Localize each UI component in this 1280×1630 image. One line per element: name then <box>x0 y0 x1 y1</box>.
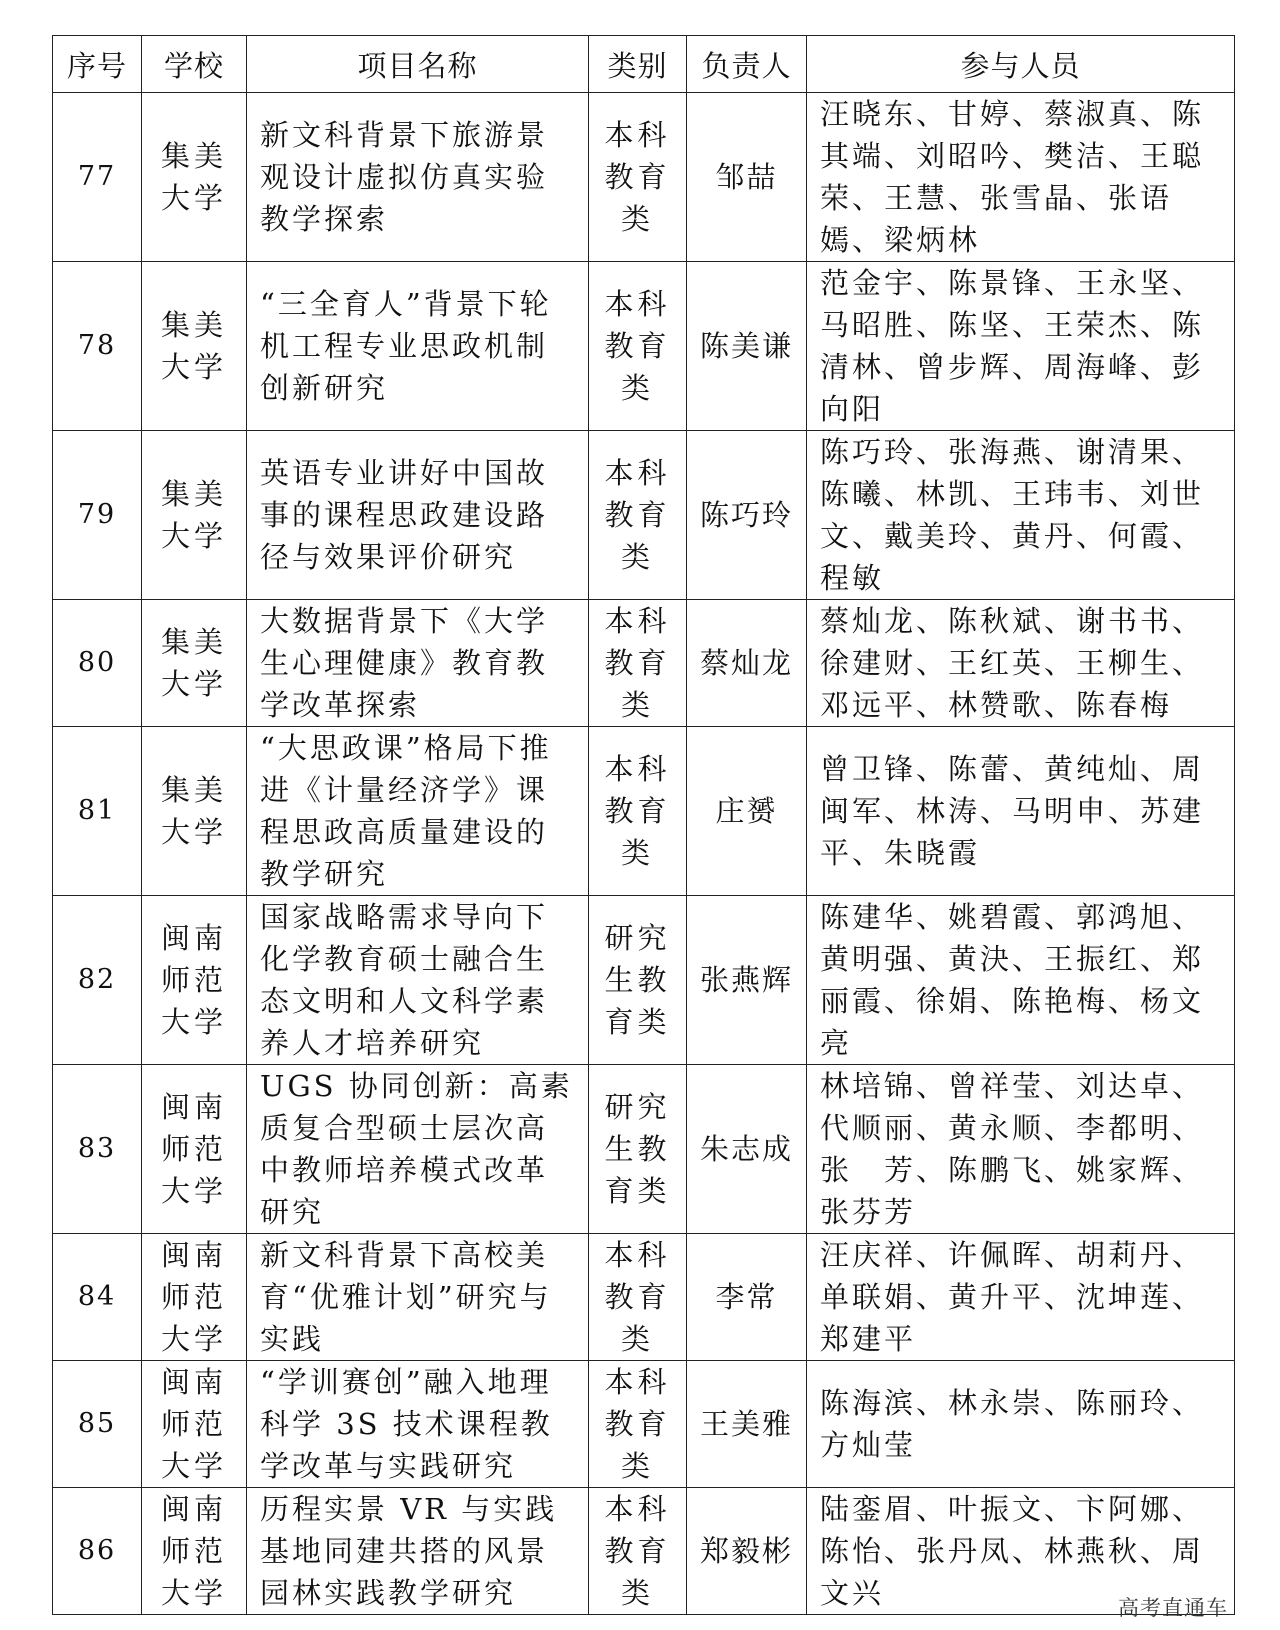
cell-project: “大思政课”格局下推进《计量经济学》课程思政高质量建设的教学研究 <box>247 727 589 896</box>
cell-school: 集美大学 <box>142 600 247 727</box>
project-table <box>52 35 1235 1615</box>
cell-leader: 张燕辉 <box>687 896 807 1065</box>
cell-members: 汪庆祥、许佩晖、胡莉丹、单联娟、黄升平、沈坤莲、郑建平 <box>807 1234 1235 1361</box>
table-body <box>53 93 1235 1615</box>
cell-no: 78 <box>53 262 142 431</box>
cell-project: 新文科背景下旅游景观设计虚拟仿真实验教学探索 <box>247 93 589 262</box>
cell-leader: 蔡灿龙 <box>687 600 807 727</box>
cell-no: 86 <box>53 1488 142 1615</box>
cell-no: 84 <box>53 1234 142 1361</box>
cell-category: 本科教育类 <box>589 93 687 262</box>
cell-leader: 朱志成 <box>687 1065 807 1234</box>
table-row <box>53 1361 1235 1488</box>
header-project: 项目名称 <box>247 36 589 93</box>
cell-category: 本科教育类 <box>589 1361 687 1488</box>
cell-project: “学训赛创”融入地理科学 3S 技术课程教学改革与实践研究 <box>247 1361 589 1488</box>
cell-project: 英语专业讲好中国故事的课程思政建设路径与效果评价研究 <box>247 431 589 600</box>
cell-no: 81 <box>53 727 142 896</box>
table-row <box>53 431 1235 600</box>
header-category: 类别 <box>589 36 687 93</box>
cell-category: 研究生教育类 <box>589 896 687 1065</box>
cell-members: 曾卫锋、陈蕾、黄纯灿、周闽军、林涛、马明申、苏建平、朱晓霞 <box>807 727 1235 896</box>
cell-school: 闽南师范大学 <box>142 1234 247 1361</box>
table-row <box>53 1065 1235 1234</box>
cell-members: 陈建华、姚碧霞、郭鸿旭、黄明强、黄決、王振红、郑丽霞、徐娟、陈艳梅、杨文亮 <box>807 896 1235 1065</box>
cell-no: 83 <box>53 1065 142 1234</box>
cell-category: 本科教育类 <box>589 262 687 431</box>
cell-school: 闽南师范大学 <box>142 896 247 1065</box>
cell-leader: 陈美谦 <box>687 262 807 431</box>
cell-no: 80 <box>53 600 142 727</box>
cell-members: 陆銮眉、叶振文、卞阿娜、陈怡、张丹凤、林燕秋、周文兴 <box>807 1488 1235 1615</box>
cell-no: 85 <box>53 1361 142 1488</box>
cell-members: 陈海滨、林永崇、陈丽玲、方灿莹 <box>807 1361 1235 1488</box>
cell-school: 集美大学 <box>142 431 247 600</box>
cell-project: 新文科背景下高校美育“优雅计划”研究与实践 <box>247 1234 589 1361</box>
cell-members: 蔡灿龙、陈秋斌、谢书书、徐建财、王红英、王柳生、邓远平、林赞歌、陈春梅 <box>807 600 1235 727</box>
watermark-text: 高考直通车 <box>1118 1596 1228 1620</box>
cell-leader: 郑毅彬 <box>687 1488 807 1615</box>
cell-project: “三全育人”背景下轮机工程专业思政机制创新研究 <box>247 262 589 431</box>
cell-school: 闽南师范大学 <box>142 1361 247 1488</box>
cell-members: 范金宇、陈景锋、王永坚、马昭胜、陈坚、王荣杰、陈清林、曾步辉、周海峰、彭向阳 <box>807 262 1235 431</box>
cell-project: UGS 协同创新：高素质复合型硕士层次高中教师培养模式改革研究 <box>247 1065 589 1234</box>
cell-no: 82 <box>53 896 142 1065</box>
cell-school: 集美大学 <box>142 262 247 431</box>
table-row <box>53 727 1235 896</box>
cell-project: 历程实景 VR 与实践基地同建共搭的风景园林实践教学研究 <box>247 1488 589 1615</box>
cell-leader: 李常 <box>687 1234 807 1361</box>
cell-school: 集美大学 <box>142 93 247 262</box>
table-row <box>53 896 1235 1065</box>
cell-leader: 庄赟 <box>687 727 807 896</box>
cell-leader: 王美雅 <box>687 1361 807 1488</box>
header-row <box>53 36 1235 93</box>
cell-members: 汪晓东、甘婷、蔡淑真、陈其端、刘昭吟、樊洁、王聪荣、王慧、张雪晶、张语嫣、梁炳林 <box>807 93 1235 262</box>
table-row <box>53 600 1235 727</box>
cell-leader: 陈巧玲 <box>687 431 807 600</box>
header-no: 序号 <box>53 36 142 93</box>
cell-members: 陈巧玲、张海燕、谢清果、陈曦、林凯、王玮韦、刘世文、戴美玲、黄丹、何霞、程敏 <box>807 431 1235 600</box>
cell-leader: 邹喆 <box>687 93 807 262</box>
cell-category: 本科教育类 <box>589 600 687 727</box>
header-leader: 负责人 <box>687 36 807 93</box>
table-row <box>53 93 1235 262</box>
cell-category: 本科教育类 <box>589 727 687 896</box>
header-members: 参与人员 <box>807 36 1235 93</box>
cell-project: 大数据背景下《大学生心理健康》教育教学改革探索 <box>247 600 589 727</box>
cell-category: 本科教育类 <box>589 1234 687 1361</box>
cell-no: 77 <box>53 93 142 262</box>
table-header <box>53 36 1235 93</box>
table-row <box>53 262 1235 431</box>
cell-school: 集美大学 <box>142 727 247 896</box>
table-row <box>53 1234 1235 1361</box>
cell-project: 国家战略需求导向下化学教育硕士融合生态文明和人文科学素养人才培养研究 <box>247 896 589 1065</box>
cell-school: 闽南师范大学 <box>142 1488 247 1615</box>
cell-category: 研究生教育类 <box>589 1065 687 1234</box>
header-school: 学校 <box>142 36 247 93</box>
cell-no: 79 <box>53 431 142 600</box>
cell-school: 闽南师范大学 <box>142 1065 247 1234</box>
cell-category: 本科教育类 <box>589 1488 687 1615</box>
table-row <box>53 1488 1235 1615</box>
cell-category: 本科教育类 <box>589 431 687 600</box>
cell-members: 林培锦、曾祥莹、刘达卓、代顺丽、黄永顺、李都明、张 芳、陈鹏飞、姚家辉、张芬芳 <box>807 1065 1235 1234</box>
